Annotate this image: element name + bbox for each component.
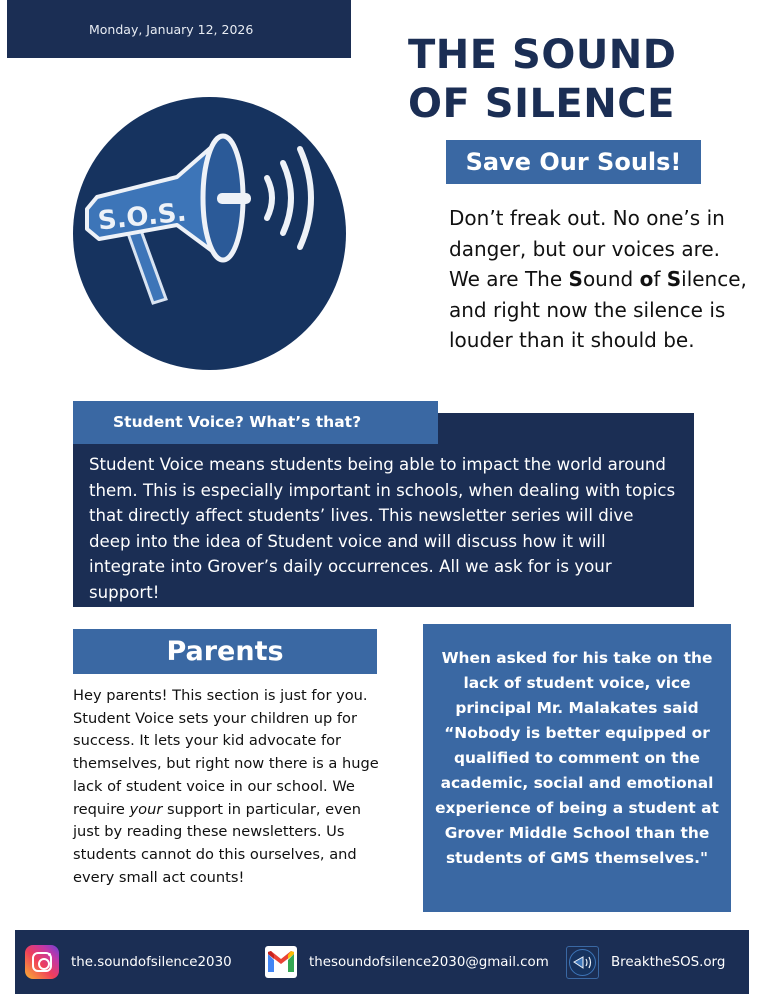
- intro-text-after: ilence, and right now the silence is louder than it should be.: [449, 267, 747, 352]
- email-address[interactable]: thesoundofsilence2030@gmail.com: [309, 954, 549, 970]
- sos-megaphone-logo: [73, 97, 346, 370]
- quote-box: [423, 624, 731, 912]
- save-our-souls-heading: Save Our Souls!: [465, 148, 682, 176]
- title-line-2: OF SILENCE: [408, 81, 675, 127]
- title-line-1: THE SOUND: [408, 32, 677, 78]
- footer-website[interactable]: [566, 944, 725, 980]
- footer-bar: [15, 930, 749, 994]
- logo-sos-text: S.O.S.: [96, 197, 188, 237]
- intro-text-ound: ound: [582, 267, 640, 291]
- parents-heading: Parents: [166, 636, 284, 667]
- parents-heading-box: [73, 629, 377, 674]
- save-our-souls-heading-box: [446, 140, 701, 184]
- vice-principal-quote: When asked for his take on the lack of student voice, vice principal Mr. Malakates said “Nobody is better equipped or qualified to comment on the academic, social and emotional experience of being a student at Grover Middle School than the students of GMS themselves.": [435, 649, 719, 867]
- intro-paragraph: [449, 203, 749, 356]
- instagram-icon: [25, 945, 59, 979]
- website-link[interactable]: BreaktheSOS.org: [611, 954, 726, 970]
- footer-email[interactable]: [265, 944, 549, 980]
- megaphone-logo-icon: [566, 946, 599, 979]
- student-voice-tab: [73, 401, 438, 444]
- student-voice-heading: Student Voice? What’s that?: [113, 413, 362, 431]
- instagram-handle[interactable]: the.soundofsilence2030: [71, 954, 232, 970]
- newsletter-date: Monday, January 12, 2026: [89, 22, 254, 37]
- parents-text-after: support in particular, even just by reading these newsletters. Us students cannot do this ourselves, and every small act counts!: [73, 800, 361, 886]
- student-voice-body: Student Voice means students being able to impact the world around them. This is especially important in schools, when dealing with topics that directly affect students’ lives. This newsletter series will dive deep into the idea of Student voice and will discuss how it will integrate into Grover’s daily occurrences. All we ask for is your support!: [89, 455, 676, 602]
- footer-instagram[interactable]: [25, 944, 232, 980]
- intro-text-f: f: [653, 267, 667, 291]
- intro-bold-s2: S: [666, 267, 682, 291]
- intro-text: Don’t freak out. No one’s in danger, but our voices are. We are The: [449, 206, 725, 291]
- gmail-icon: [265, 946, 297, 978]
- newsletter-title: [408, 31, 758, 129]
- logo-text-layer: [73, 97, 346, 370]
- parents-text: Hey parents! This section is just for you. Student Voice sets your children up for success. It lets your kid advocate for themselves, but right now there is a huge lack of student voice in our school. We require: [73, 687, 379, 818]
- intro-bold-s: S: [568, 267, 583, 291]
- intro-bold-o: o: [639, 267, 654, 291]
- parents-paragraph: [73, 685, 383, 889]
- parents-emphasis: your: [129, 800, 163, 818]
- date-bar: [7, 0, 351, 58]
